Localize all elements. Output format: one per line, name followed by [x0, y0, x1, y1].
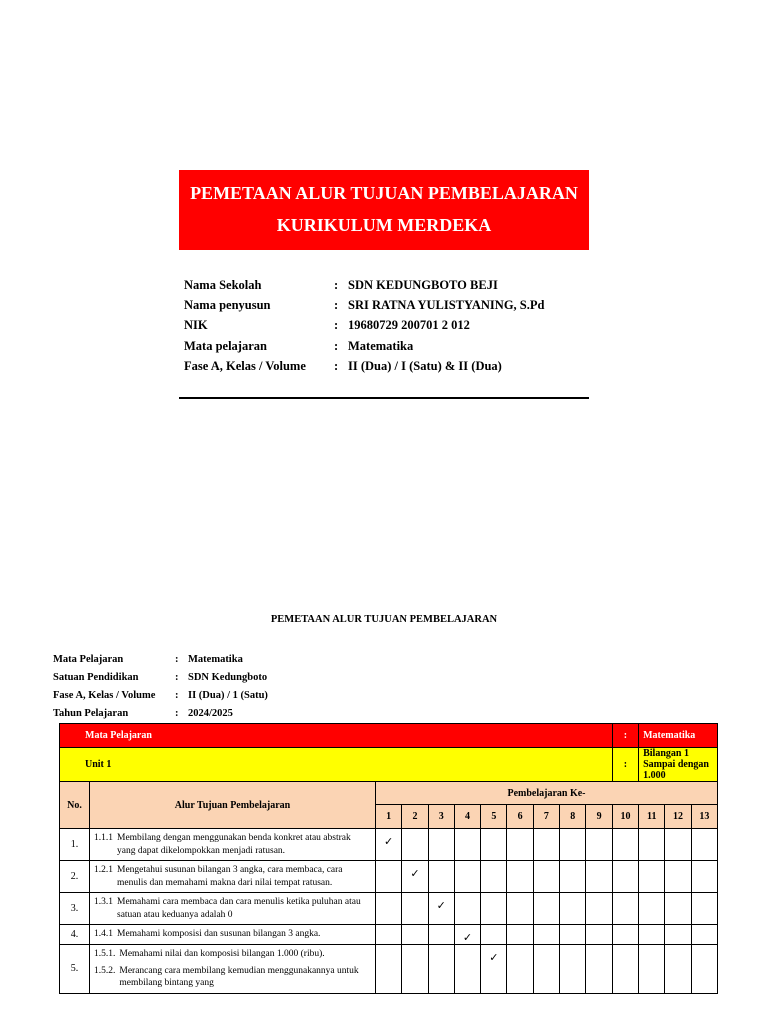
- unit-label: Unit 1: [60, 748, 613, 782]
- meeting-cell: [691, 861, 717, 893]
- unit-row: [60, 748, 718, 782]
- meeting-number-header: 12: [665, 805, 691, 829]
- meeting-cell: [533, 829, 559, 861]
- meeting-number-header: 7: [533, 805, 559, 829]
- meeting-cell: [481, 893, 507, 925]
- meeting-cell: [533, 945, 559, 994]
- learning-goal-cell: [90, 925, 376, 945]
- cover-info-separator: :: [334, 318, 339, 333]
- meeting-number-header: 11: [639, 805, 665, 829]
- atp-table: [59, 723, 718, 994]
- meeting-cell: [639, 861, 665, 893]
- column-meetings-header: Pembelajaran Ke-: [376, 782, 718, 805]
- cover-title-line2: KURIKULUM MERDEKA: [276, 215, 492, 235]
- learning-goal-code: 1.2.1: [94, 865, 113, 875]
- document-meta-value: II (Dua) / 1 (Satu): [188, 689, 268, 701]
- row-number: 1.: [60, 829, 90, 861]
- meeting-cell: [428, 861, 454, 893]
- meeting-cell: [560, 945, 586, 994]
- meeting-cell: [612, 829, 638, 861]
- cover-info-value: 19680729 200701 2 012: [348, 318, 470, 333]
- cover-info-separator: :: [334, 338, 339, 353]
- meeting-cell: [402, 925, 428, 945]
- table-row: [60, 861, 718, 893]
- meeting-cell: [691, 829, 717, 861]
- meeting-cell: [454, 829, 480, 861]
- meeting-cell: [665, 893, 691, 925]
- cover-info-label: Fase A, Kelas / Volume: [184, 358, 306, 373]
- document-meta-separator: :: [175, 707, 179, 719]
- meeting-cell: [665, 925, 691, 945]
- meeting-cell: [612, 925, 638, 945]
- meeting-cell: [586, 861, 612, 893]
- learning-goal-text: Memahami nilai dan komposisi bilangan 1.000 (ribu).: [119, 949, 325, 959]
- unit-sep: :: [612, 748, 638, 782]
- cover-info-row: [184, 275, 544, 295]
- meeting-cell: [586, 945, 612, 994]
- meeting-number-header: 6: [507, 805, 533, 829]
- meeting-cell: [560, 893, 586, 925]
- meeting-cell: [560, 861, 586, 893]
- meeting-cell: [586, 893, 612, 925]
- meeting-cell: [612, 861, 638, 893]
- row-number: 3.: [60, 893, 90, 925]
- meeting-number-header: 2: [402, 805, 428, 829]
- cover-info-block: [184, 275, 544, 376]
- cover-divider: [179, 397, 589, 399]
- meeting-cell: [376, 861, 402, 893]
- document-title: PEMETAAN ALUR TUJUAN PEMBELAJARAN: [270, 614, 498, 625]
- table-row: [60, 945, 718, 994]
- meeting-cell: [665, 945, 691, 994]
- check-mark-cell: ✓: [376, 829, 402, 861]
- cover-info-value: SRI RATNA YULISTYANING, S.Pd: [348, 297, 545, 312]
- document-meta-value: Matematika: [188, 653, 243, 665]
- learning-goal-code: 1.4.1: [94, 929, 113, 940]
- document-meta-row: [53, 704, 268, 722]
- learning-goal: [94, 948, 371, 961]
- learning-goal: [94, 896, 371, 921]
- meeting-cell: [376, 893, 402, 925]
- meeting-cell: [691, 893, 717, 925]
- meeting-cell: [639, 829, 665, 861]
- learning-goal-cell: [90, 893, 376, 925]
- meeting-cell: [402, 893, 428, 925]
- meeting-cell: [402, 829, 428, 861]
- meeting-cell: [454, 893, 480, 925]
- document-meta-row: [53, 686, 268, 704]
- learning-goal: [94, 864, 371, 889]
- subject-label: Mata Pelajaran: [60, 724, 613, 748]
- meeting-cell: [533, 925, 559, 945]
- document-meta-label: Mata Pelajaran: [53, 653, 124, 665]
- meeting-cell: [507, 945, 533, 994]
- cover-info-value: SDN KEDUNGBOTO BEJI: [348, 277, 498, 292]
- row-number: 5.: [60, 945, 90, 994]
- meeting-cell: [428, 925, 454, 945]
- check-mark-cell: ✓: [454, 925, 480, 945]
- document-meta-block: [53, 650, 268, 722]
- meeting-cell: [612, 945, 638, 994]
- meeting-cell: [665, 829, 691, 861]
- document-meta-row: [53, 650, 268, 668]
- meeting-number-header: 3: [428, 805, 454, 829]
- cover-title-line1: PEMETAAN ALUR TUJUAN PEMBELAJARAN: [190, 183, 578, 203]
- meeting-number-header: 5: [481, 805, 507, 829]
- document-meta-label: Fase A, Kelas / Volume: [53, 689, 156, 701]
- meeting-number-header: 8: [560, 805, 586, 829]
- meeting-cell: [481, 925, 507, 945]
- learning-goal: [94, 832, 371, 857]
- meeting-cell: [533, 861, 559, 893]
- meeting-number-header: 13: [691, 805, 717, 829]
- meeting-number-header: 9: [586, 805, 612, 829]
- meeting-cell: [376, 925, 402, 945]
- learning-goal-cell: [90, 861, 376, 893]
- meeting-cell: [560, 925, 586, 945]
- learning-goal-text: Membilang dengan menggunakan benda konkret atau abstrak yang dapat dikelompokkan menjadi ratusan.: [117, 833, 351, 856]
- check-mark-cell: ✓: [428, 893, 454, 925]
- cover-info-separator: :: [334, 358, 339, 373]
- subject-value: Matematika: [639, 724, 718, 748]
- meeting-cell: [481, 829, 507, 861]
- meeting-cell: [428, 945, 454, 994]
- learning-goal-text: Mengetahui susunan bilangan 3 angka, cara membaca, cara menulis dan memahami makna dari nilai tempat ratusan.: [117, 865, 343, 888]
- learning-goal-code: 1.5.2.: [94, 965, 116, 976]
- meeting-cell: [507, 861, 533, 893]
- meeting-cell: [691, 945, 717, 994]
- meeting-cell: [376, 945, 402, 994]
- meeting-cell: [560, 829, 586, 861]
- meeting-cell: [665, 861, 691, 893]
- meeting-cell: [586, 925, 612, 945]
- meeting-cell: [639, 945, 665, 994]
- learning-goal: [94, 965, 371, 990]
- meeting-cell: [402, 945, 428, 994]
- meeting-number-header: 1: [376, 805, 402, 829]
- meeting-number-header: 10: [612, 805, 638, 829]
- meeting-cell: [612, 893, 638, 925]
- document-meta-row: [53, 668, 268, 686]
- subject-row: [60, 724, 718, 748]
- learning-goal-text: Merancang cara membilang kemudian menggunakannya untuk membilang bintang yang: [119, 965, 359, 988]
- meeting-cell: [481, 861, 507, 893]
- table-row: [60, 925, 718, 945]
- cover-info-row: [184, 316, 544, 336]
- column-atp-header: Alur Tujuan Pembelajaran: [90, 782, 376, 829]
- check-mark-cell: ✓: [481, 945, 507, 994]
- cover-info-label: Nama Sekolah: [184, 277, 262, 292]
- meeting-cell: [586, 829, 612, 861]
- learning-goal-cell: [90, 829, 376, 861]
- document-meta-separator: :: [175, 671, 179, 683]
- table-row: [60, 893, 718, 925]
- document-meta-label: Satuan Pendidikan: [53, 671, 139, 683]
- cover-info-label: Nama penyusun: [184, 297, 271, 312]
- cover-info-row: [184, 356, 544, 376]
- learning-goal-text: Memahami cara membaca dan cara menulis ketika puluhan atau satuan atau keduanya adalah 0: [117, 897, 361, 920]
- document-meta-label: Tahun Pelajaran: [53, 707, 129, 719]
- document-meta-separator: :: [175, 653, 179, 665]
- meeting-cell: [507, 925, 533, 945]
- subject-sep: :: [612, 724, 638, 748]
- row-number: 4.: [60, 925, 90, 945]
- meeting-cell: [454, 945, 480, 994]
- meeting-cell: [507, 829, 533, 861]
- learning-goal-code: 1.3.1: [94, 897, 113, 907]
- column-no-header: No.: [60, 782, 90, 829]
- table-header-row: [60, 782, 718, 805]
- cover-info-row: [184, 336, 544, 356]
- document-meta-value: SDN Kedungboto: [188, 671, 268, 683]
- meeting-cell: [691, 925, 717, 945]
- table-row: [60, 829, 718, 861]
- document-meta-separator: :: [175, 689, 179, 701]
- check-mark-cell: ✓: [402, 861, 428, 893]
- cover-title-banner: [179, 170, 589, 250]
- cover-info-separator: :: [334, 297, 339, 312]
- learning-goal-text: Memahami komposisi dan susunan bilangan 3 angka.: [117, 929, 321, 940]
- document-meta-value: 2024/2025: [188, 707, 233, 719]
- cover-info-label: NIK: [184, 318, 208, 333]
- meeting-cell: [639, 925, 665, 945]
- cover-info-value: Matematika: [348, 338, 414, 353]
- cover-info-row: [184, 295, 544, 315]
- learning-goal-cell: [90, 945, 376, 994]
- row-number: 2.: [60, 861, 90, 893]
- meeting-cell: [533, 893, 559, 925]
- cover-info-separator: :: [334, 277, 339, 292]
- meeting-cell: [639, 893, 665, 925]
- unit-value: Bilangan 1 Sampai dengan 1.000: [639, 748, 718, 782]
- meeting-cell: [428, 829, 454, 861]
- cover-info-value: II (Dua) / I (Satu) & II (Dua): [348, 358, 502, 373]
- learning-goal-code: 1.5.1.: [94, 949, 116, 959]
- meeting-cell: [454, 861, 480, 893]
- learning-goal-code: 1.1.1: [94, 833, 113, 843]
- meeting-number-header: 4: [454, 805, 480, 829]
- cover-info-label: Mata pelajaran: [184, 338, 267, 353]
- meeting-cell: [507, 893, 533, 925]
- learning-goal: [94, 928, 371, 941]
